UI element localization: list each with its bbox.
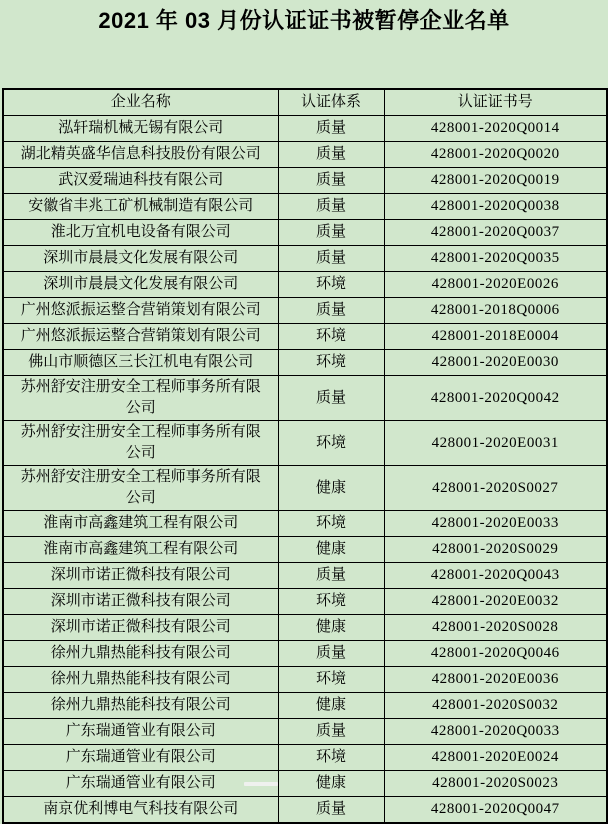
company-name-cell: 深圳市诺正微科技有限公司 [3,563,278,589]
cert-system-cell: 质量 [278,142,384,168]
table-row [3,667,607,693]
table-row [3,511,607,537]
table-header-row [3,89,607,116]
company-name-cell: 广州悠派振运整合营销策划有限公司 [3,298,278,324]
company-name-cell: 淮南市高鑫建筑工程有限公司 [3,511,278,537]
company-name-cell: 深圳市诺正微科技有限公司 [3,615,278,641]
cert-system-cell: 质量 [278,376,384,421]
company-name-cell: 深圳市晨晨文化发展有限公司 [3,246,278,272]
company-name-cell: 南京优利博电气科技有限公司 [3,797,278,824]
table-row [3,350,607,376]
cert-system-cell: 健康 [278,615,384,641]
table-row [3,246,607,272]
cert-number-cell: 428001-2020S0032 [384,693,607,719]
company-name-cell: 武汉爱瑞迪科技有限公司 [3,168,278,194]
cert-number-cell: 428001-2018E0004 [384,324,607,350]
company-name-cell: 深圳市晨晨文化发展有限公司 [3,272,278,298]
table-row [3,563,607,589]
cert-system-cell: 质量 [278,168,384,194]
cert-system-cell: 质量 [278,719,384,745]
company-name-cell: 徐州九鼎热能科技有限公司 [3,641,278,667]
cert-system-cell: 质量 [278,116,384,142]
company-name-cell: 苏州舒安注册安全工程师事务所有限公司 [3,466,278,511]
cert-number-cell: 428001-2020Q0037 [384,220,607,246]
company-name-cell: 广东瑞通管业有限公司 [3,719,278,745]
company-name-cell: 泓轩瑞机械无锡有限公司 [3,116,278,142]
company-name-cell: 广东瑞通管业有限公司 [3,771,278,797]
company-name-cell: 安徽省丰兆工矿机械制造有限公司 [3,194,278,220]
table-row [3,693,607,719]
company-name-cell: 徐州九鼎热能科技有限公司 [3,693,278,719]
suspended-certificates-table [2,88,608,824]
cert-number-cell: 428001-2020Q0020 [384,142,607,168]
cert-system-cell: 环境 [278,350,384,376]
cert-system-cell: 质量 [278,246,384,272]
table-row [3,116,607,142]
table-row [3,719,607,745]
cert-system-cell: 质量 [278,563,384,589]
cert-number-cell: 428001-2018Q0006 [384,298,607,324]
company-name-cell: 深圳市诺正微科技有限公司 [3,589,278,615]
cert-number-cell: 428001-2020E0030 [384,350,607,376]
cert-system-cell: 环境 [278,745,384,771]
cert-system-cell: 环境 [278,324,384,350]
cert-number-cell: 428001-2020E0032 [384,589,607,615]
cert-number-cell: 428001-2020Q0033 [384,719,607,745]
cert-number-cell: 428001-2020Q0038 [384,194,607,220]
cert-number-cell: 428001-2020E0031 [384,421,607,466]
cert-number-cell: 428001-2020Q0035 [384,246,607,272]
cert-system-cell: 质量 [278,194,384,220]
cert-system-cell: 环境 [278,272,384,298]
table-row [3,537,607,563]
cert-system-cell: 质量 [278,797,384,824]
company-name-cell: 佛山市顺德区三长江机电有限公司 [3,350,278,376]
cert-number-cell: 428001-2020S0027 [384,466,607,511]
table-row [3,168,607,194]
cert-number-cell: 428001-2020E0024 [384,745,607,771]
cert-number-cell: 428001-2020S0029 [384,537,607,563]
cert-system-cell: 质量 [278,641,384,667]
cert-system-cell: 健康 [278,693,384,719]
column-header-company-name: 企业名称 [3,89,278,116]
column-header-cert-number: 认证证书号 [384,89,607,116]
table-row [3,641,607,667]
cert-number-cell: 428001-2020Q0046 [384,641,607,667]
table-row [3,771,607,797]
cert-system-cell: 环境 [278,667,384,693]
company-name-cell: 淮南市高鑫建筑工程有限公司 [3,537,278,563]
table-row [3,324,607,350]
table-row [3,745,607,771]
company-name-cell: 湖北精英盛华信息科技股份有限公司 [3,142,278,168]
cert-system-cell: 健康 [278,771,384,797]
table-row [3,298,607,324]
company-name-cell: 徐州九鼎热能科技有限公司 [3,667,278,693]
cert-system-cell: 质量 [278,220,384,246]
company-name-cell: 广东瑞通管业有限公司 [3,745,278,771]
page-title: 2021 年 03 月份认证证书被暂停企业名单 [98,8,510,33]
table-row [3,466,607,511]
cert-number-cell: 428001-2020Q0014 [384,116,607,142]
cert-number-cell: 428001-2020E0026 [384,272,607,298]
cert-system-cell: 质量 [278,298,384,324]
table-row [3,272,607,298]
horizontal-scrollbar-fragment[interactable] [244,782,278,786]
cert-number-cell: 428001-2020S0028 [384,615,607,641]
table-row [3,615,607,641]
table-row [3,589,607,615]
company-name-cell: 苏州舒安注册安全工程师事务所有限公司 [3,421,278,466]
cert-number-cell: 428001-2020Q0042 [384,376,607,421]
cert-number-cell: 428001-2020E0036 [384,667,607,693]
cert-system-cell: 环境 [278,589,384,615]
cert-system-cell: 环境 [278,511,384,537]
table-row [3,220,607,246]
table-header [3,89,607,116]
table-row [3,421,607,466]
company-name-cell: 广州悠派振运整合营销策划有限公司 [3,324,278,350]
cert-number-cell: 428001-2020Q0047 [384,797,607,824]
table-body [3,116,607,824]
cert-number-cell: 428001-2020S0023 [384,771,607,797]
cert-system-cell: 健康 [278,466,384,511]
table-row [3,194,607,220]
company-name-cell: 淮北万宜机电设备有限公司 [3,220,278,246]
table-row [3,376,607,421]
table-row [3,142,607,168]
column-header-cert-system: 认证体系 [278,89,384,116]
table-row [3,797,607,824]
cert-number-cell: 428001-2020Q0019 [384,168,607,194]
cert-number-cell: 428001-2020Q0043 [384,563,607,589]
company-name-cell: 苏州舒安注册安全工程师事务所有限公司 [3,376,278,421]
cert-system-cell: 健康 [278,537,384,563]
cert-number-cell: 428001-2020E0033 [384,511,607,537]
cert-system-cell: 环境 [278,421,384,466]
